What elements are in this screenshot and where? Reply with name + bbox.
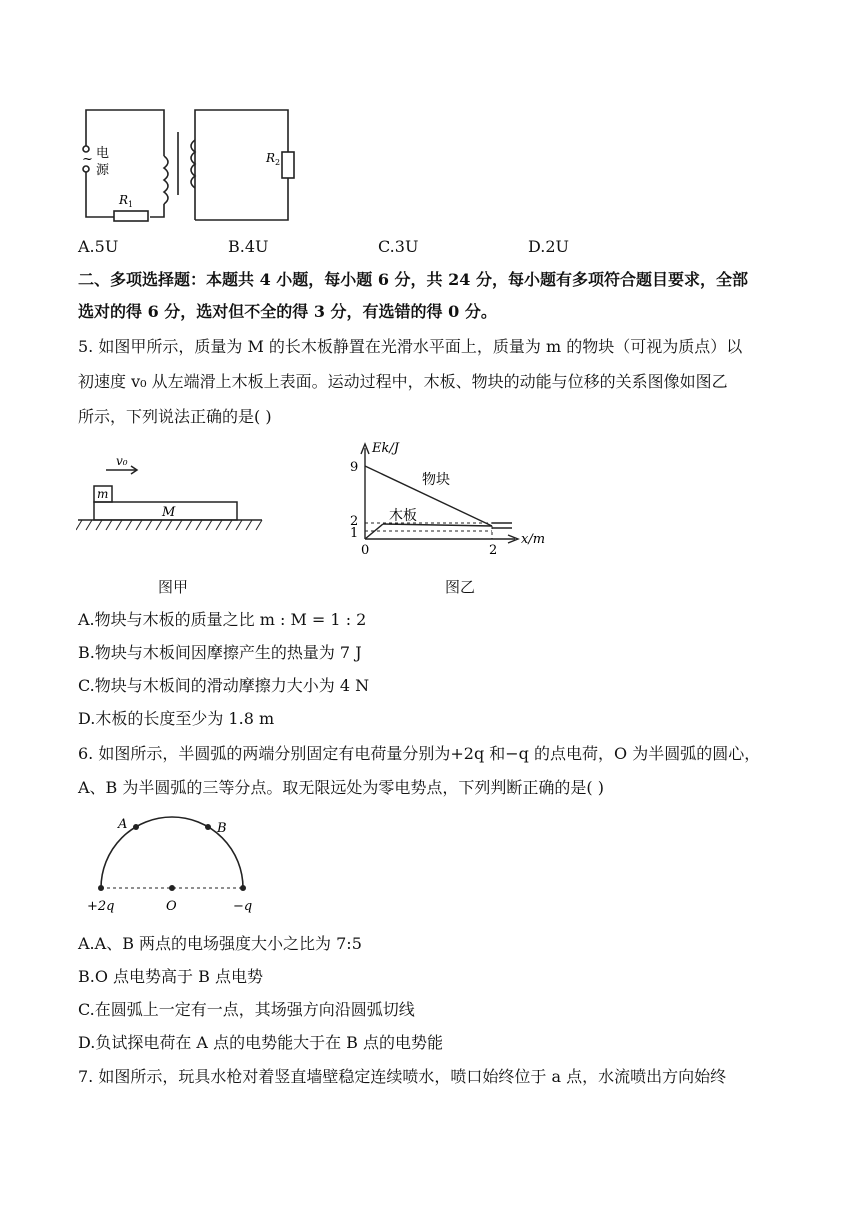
ytick-2: 2 xyxy=(350,514,359,529)
point-B-label: B xyxy=(217,821,227,836)
ylabel: Ek/J xyxy=(372,441,399,456)
ytick-9: 9 xyxy=(350,460,359,475)
q6-stem-line2: A、B 为半圆弧的三等分点。取无限远处为零电势点，下列判断正确的是( ) xyxy=(78,778,604,797)
q5-option-d[interactable]: D.木板的长度至少为 1.8 m xyxy=(78,709,275,728)
q6-option-d[interactable]: D.负试探电荷在 A 点的电势能大于在 B 点的电势能 xyxy=(78,1033,444,1052)
transformer-circuit-figure xyxy=(76,100,306,225)
section2-heading-line1: 二、多项选择题：本题共 4 小题，每小题 6 分，共 24 分，每小题有多项符合题目要求，全部 xyxy=(78,270,748,289)
q5-option-c[interactable]: C.物块与木板间的滑动摩擦力大小为 4 N xyxy=(78,676,370,695)
q5-stem-line2: 初速度 v₀ 从左端滑上木板上表面。运动过程中，木板、物块的动能与位移的关系图像如图乙 xyxy=(78,372,728,391)
xtick-0: 0 xyxy=(361,543,370,558)
charge-left-label: +2q xyxy=(87,899,115,914)
fig-a-caption: 图甲 xyxy=(158,578,189,596)
source-label-1: 电 xyxy=(96,146,110,161)
center-O-label: O xyxy=(166,899,177,914)
q5-stem-line1: 5. 如图甲所示，质量为 M 的长木板静置在光滑水平面上，质量为 m 的物块（可视为质点）以 xyxy=(78,337,743,356)
ek-x-graph xyxy=(340,440,560,558)
xtick-2: 2 xyxy=(489,543,498,558)
label-block: 物块 xyxy=(422,472,450,488)
q6-option-c[interactable]: C.在圆弧上一定有一点，其场强方向沿圆弧切线 xyxy=(78,1000,415,1019)
q6-option-a[interactable]: A.A、B 两点的电场强度大小之比为 7:5 xyxy=(78,934,362,953)
r2-label: $R_2$ xyxy=(266,151,281,167)
fig-b-caption: 图乙 xyxy=(445,578,476,596)
v0-label: v₀ xyxy=(116,454,128,468)
point-A-label: A xyxy=(118,817,128,832)
q4-choice-d[interactable]: D.2U xyxy=(528,237,570,256)
xlabel: x/m xyxy=(521,532,546,547)
semicircle-figure xyxy=(80,808,270,918)
block-m-label: m xyxy=(97,487,109,501)
ytick-1: 1 xyxy=(350,526,359,541)
source-label-2: 源 xyxy=(96,163,110,178)
section2-heading-line2: 选对的得 6 分，选对但不全的得 3 分，有选错的得 0 分。 xyxy=(78,302,497,321)
q5-option-a[interactable]: A.物块与木板的质量之比 m : M = 1 : 2 xyxy=(78,610,367,629)
q4-choice-c[interactable]: C.3U xyxy=(378,237,419,256)
board-block-figure xyxy=(76,452,266,534)
q6-stem-line1: 6. 如图所示，半圆弧的两端分别固定有电荷量分别为+2q 和−q 的点电荷，O 为半圆弧的圆心， xyxy=(78,744,761,763)
q4-choice-a[interactable]: A.5U xyxy=(78,237,119,256)
q5-stem-line3: 所示，下列说法正确的是( ) xyxy=(78,407,272,426)
q5-option-b[interactable]: B.物块与木板间因摩擦产生的热量为 7 J xyxy=(78,643,362,662)
q4-choice-b[interactable]: B.4U xyxy=(228,237,269,256)
charge-right-label: −q xyxy=(233,899,253,914)
q7-stem-line1: 7. 如图所示，玩具水枪对着竖直墙壁稳定连续喷水，喷口始终位于 a 点，水流喷出方向始终 xyxy=(78,1067,727,1086)
r1-label: $R_1$ xyxy=(119,193,134,209)
q6-option-b[interactable]: B.O 点电势高于 B 点电势 xyxy=(78,967,263,986)
source-tilde: ~ xyxy=(82,152,93,167)
board-M-label: M xyxy=(162,505,176,520)
label-board: 木板 xyxy=(389,508,417,524)
